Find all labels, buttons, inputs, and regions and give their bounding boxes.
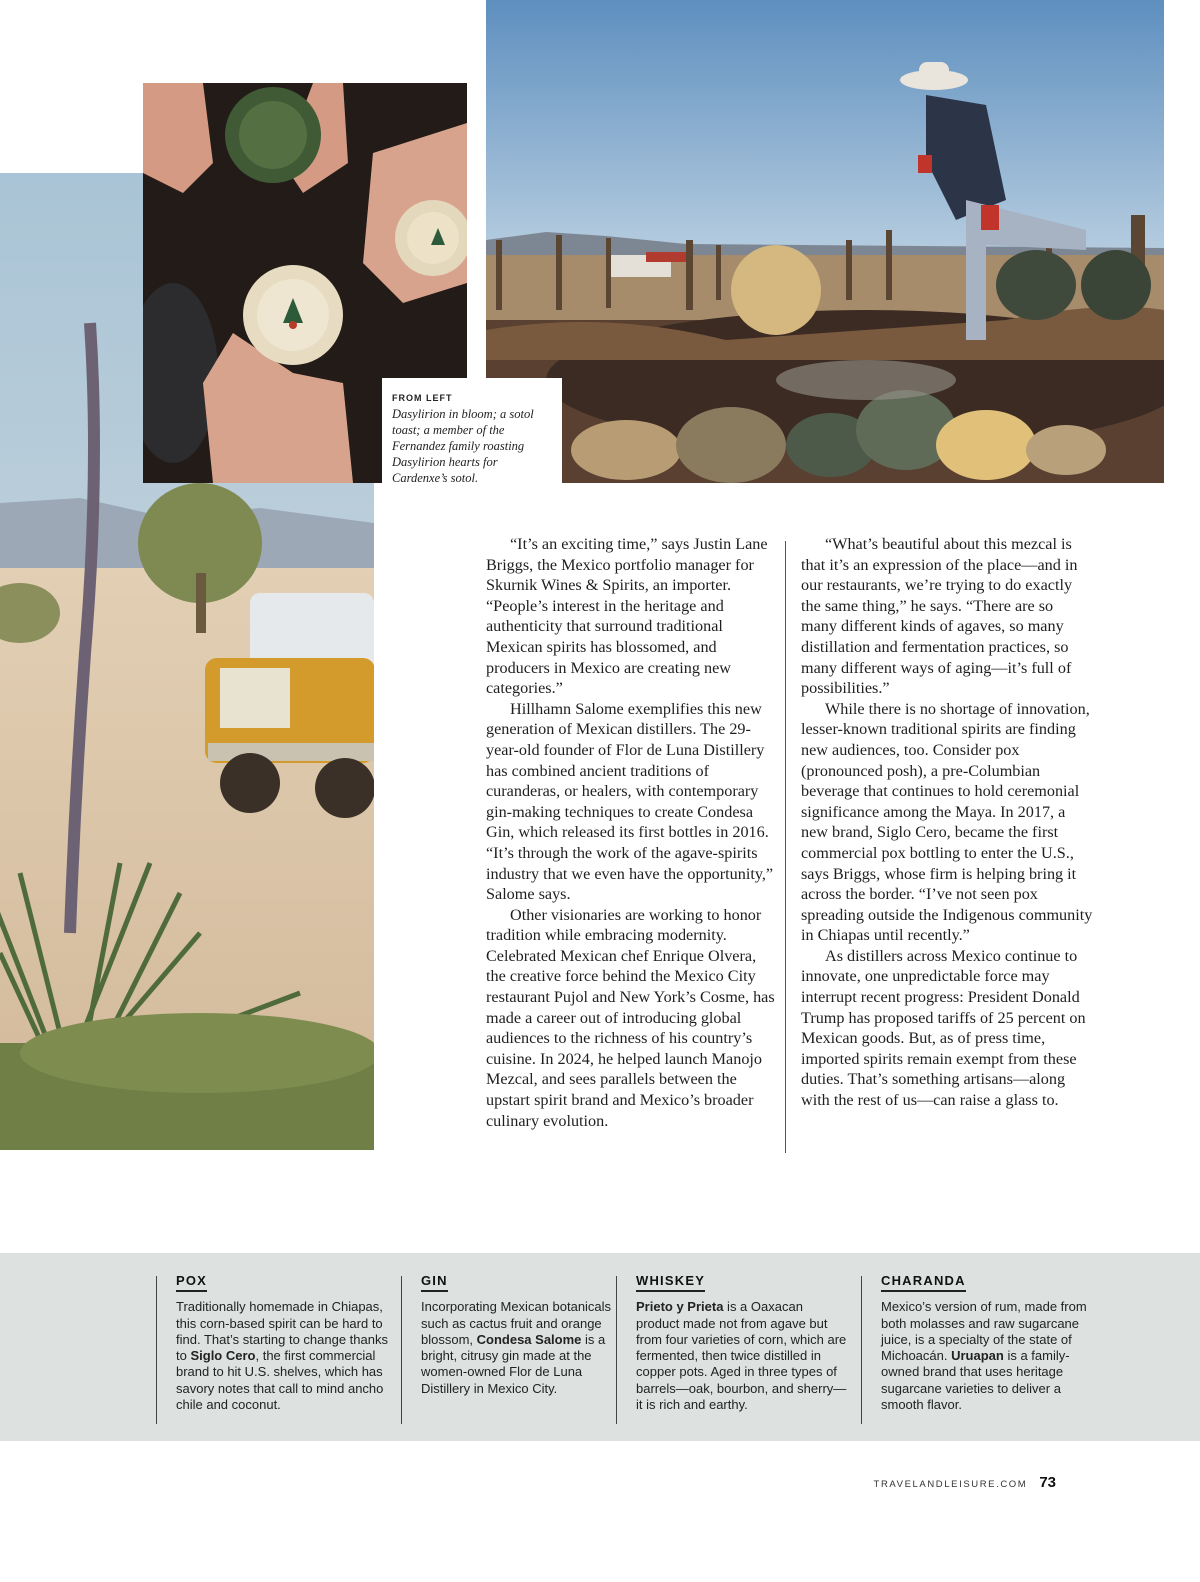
column-divider	[785, 541, 786, 1153]
article-paragraph: Other visionaries are working to honor tradition while embracing modernity. Celebrated Mexican chef Enrique Olvera, the creative force behind the Mexico City restaurant Pujol and New York’s Cosme, has made a career out of introducing global audiences to the richness of his country’s cuisine. In 2024, he helped launch Manojo Mezcal, and sees parallels between the upstart spirit brand and Mexico’s broader culinary evolution.	[486, 905, 775, 1130]
spirit-card-pox	[176, 1273, 388, 1413]
spirit-description: Incorporating Mexican botanicals such as cactus fruit and orange blossom, Condesa Salome is a bright, citrusy gin made at the women-owned Flor de Luna Distillery in Mexico City.	[421, 1299, 612, 1396]
spirit-divider	[616, 1276, 617, 1424]
caption-text: Dasylirion in bloom; a sotol toast; a member of the Fernandez family roasting Dasylirion hearts for Cardenxe’s sotol.	[392, 407, 534, 485]
spirit-title: GIN	[421, 1273, 448, 1292]
photo-caption	[382, 378, 562, 490]
spirit-card-charanda	[881, 1273, 1093, 1413]
photo-roasting-hearts	[486, 0, 1164, 483]
spirit-brand: Siglo Cero	[190, 1348, 256, 1364]
spirit-description: Mexico’s version of rum, made from both molasses and raw sugarcane juice, is a specialty of the state of Michoacán. Uruapan is a family-owned brand that uses heritage sugarcane varieties to deliver a smooth flavor.	[881, 1299, 1087, 1413]
spirit-card-gin	[421, 1273, 633, 1397]
article-column-right	[801, 534, 1093, 1111]
article-paragraph: Hillhamn Salome exemplifies this new generation of Mexican distillers. The 29-year-old founder of Flor de Luna Distillery has combined ancient traditions of curanderas, or healers, with contemporary gin-making techniques to create Condesa Gin, which released its first bottles in 2016. “It’s through the work of the agave-spirits industry that we even have the opportunity,” Salome says.	[486, 699, 774, 904]
page-number: 73	[1039, 1474, 1056, 1491]
spirit-brand: Prieto y Prieta	[636, 1299, 724, 1315]
spirit-divider	[861, 1276, 862, 1424]
article-paragraph: “What’s beautiful about this mezcal is that it’s an expression of the place—and in our restaurants, we’re trying to do exactly the same thing,” he says. “There are so many different kinds of agaves, so many distillation and fermentation practices, so many different ways of aging—it’s full of possibilities.”	[801, 535, 1078, 698]
article-paragraph: While there is no shortage of innovation, lesser-known traditional spirits are finding new audiences, too. Consider pox (pronounced posh), a pre-Columbian beverage that continues to hold ceremonial significance among the Maya. In 2017, a new brand, Siglo Cero, became the first commercial pox bottling to enter the U.S., says Briggs, whose firm is helping bring it across the border. “I’ve not seen pox spreading outside the Indigenous community in Chiapas until recently.”	[801, 699, 1093, 945]
article-paragraph: “It’s an exciting time,” says Justin Lane Briggs, the Mexico portfolio manager for Skurnik Wines & Spirits, an importer. “People’s interest in the heritage and authenticity that surround traditional Mexican spirits has blossomed, and producers in Mexico are creating new categories.”	[486, 535, 768, 698]
spirit-brand: Uruapan	[951, 1348, 1004, 1364]
spirit-card-whiskey	[636, 1273, 848, 1413]
spirit-divider	[156, 1276, 157, 1424]
article-column-left	[486, 534, 776, 1131]
spirit-title: CHARANDA	[881, 1273, 966, 1292]
spirit-title: POX	[176, 1273, 207, 1292]
caption-label: FROM LEFT	[392, 393, 453, 403]
spirit-description: Prieto y Prieta is a Oaxacan product made not from agave but from four varieties of corn, which are fermented, then twice distilled in copper pots. Aged in three types of barrels—oak, bourbon, and sherry—it is rich and earthy.	[636, 1299, 847, 1413]
article-paragraph: As distillers across Mexico continue to innovate, one unpredictable force may interrupt recent progress: President Donald Trump has proposed tariffs of 25 percent on Mexican goods. But, as of press time, imported spirits remain exempt from these duties. That’s something artisans—along with the rest of us—can raise a glass to.	[801, 946, 1086, 1110]
spirit-title: WHISKEY	[636, 1273, 705, 1292]
page-footer	[874, 1474, 1056, 1491]
spirit-brand: Condesa Salome	[476, 1331, 582, 1347]
spirit-description: Traditionally homemade in Chiapas, this corn-based spirit can be hard to find. That’s starting to change thanks to Siglo Cero, the first commercial brand to hit U.S. shelves, which has savory notes that call to mind ancho chile and coconut.	[176, 1299, 388, 1413]
spirit-divider	[401, 1276, 402, 1424]
site-url: TRAVELANDLEISURE.COM	[873, 1479, 1028, 1490]
